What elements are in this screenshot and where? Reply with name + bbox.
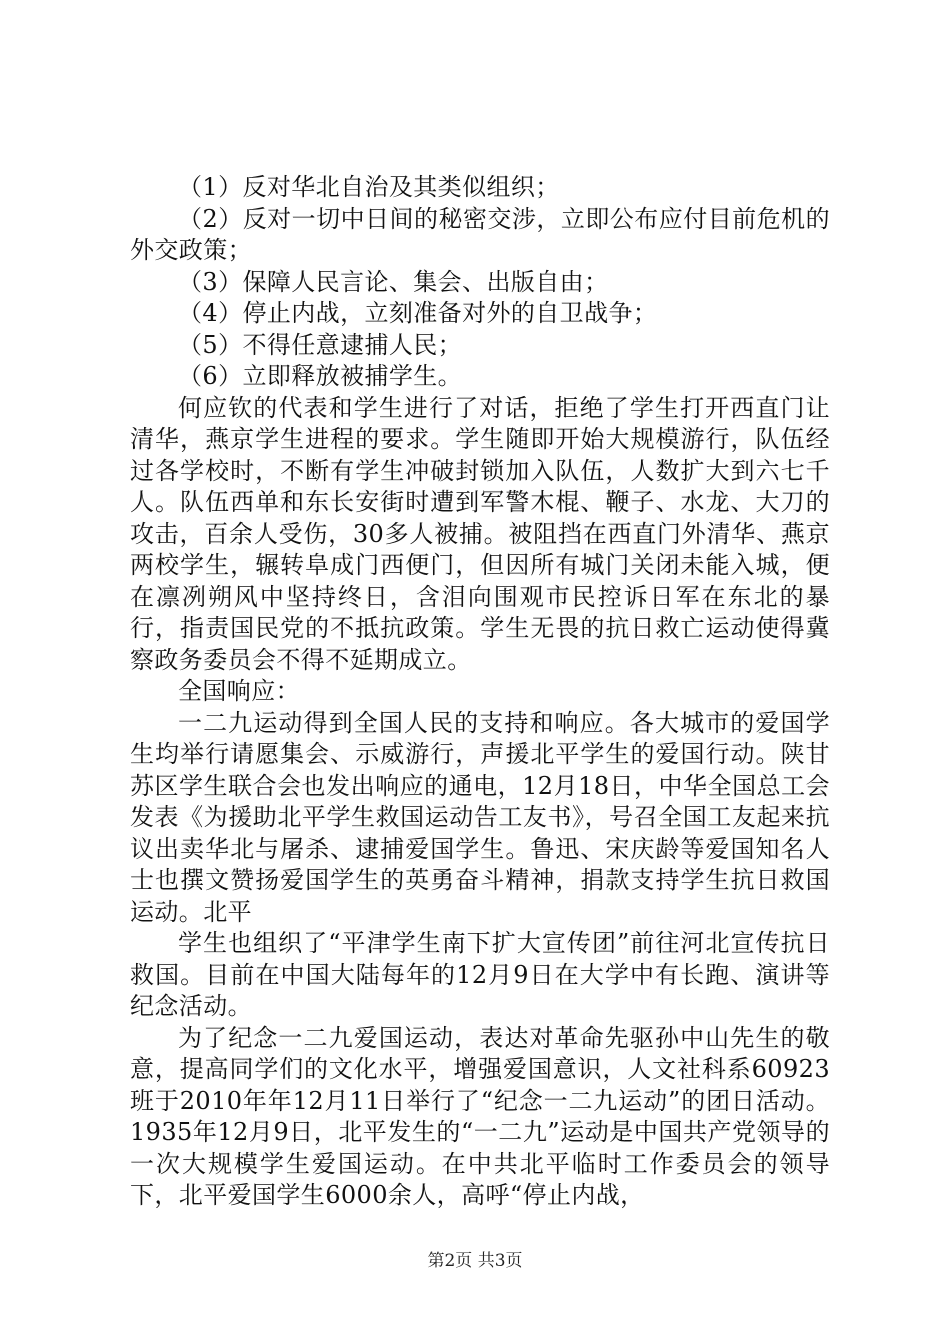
demand-item-6: （6）立即释放被捕学生。 — [178, 362, 463, 390]
demand-item-4: （4）停止内战，立刻准备对外的自卫战争； — [178, 299, 658, 327]
section-heading-national-response: 全国响应： — [178, 677, 300, 705]
page-footer: 第2页 共3页 — [427, 1251, 523, 1271]
demand-item-2: （2）反对一切中日间的秘密交涉，立即公布应付目前危机的外交政策； — [130, 204, 830, 264]
paragraph-dialogue-march: 何应钦的代表和学生进行了对话，拒绝了学生打开西直门让清华，燕京学生进程的要求。学生随即开始大规模游行，队伍经过各学校时，不断有学生冲破封锁加入队伍，人数扩大到六七千人。队伍西单和东长安街时遭到军警木棍、鞭子、水龙、大刀的攻击，百余人受伤，30多人被捕。被阻挡在西直门外清华、燕京两校学生，辗转阜成门西便门，但因所有城门关闭未能入城，便在凛冽朔风中坚持终日，含泪向围观市民控诉日军在东北的暴行，指责国民党的不抵抗政策。学生无畏的抗日救亡运动使得冀察政务委员会不得不延期成立。 — [130, 393, 830, 674]
demand-item-1: （1）反对华北自治及其类似组织； — [178, 173, 560, 201]
paragraph-national-response: 一二九运动得到全国人民的支持和响应。各大城市的爱国学生均举行请愿集会、示威游行，声援北平学生的爱国行动。陕甘苏区学生联合会也发出响应的通电，12月18日，中华全国总工会发表《为援助北平学生救国运动告工友书》，号召全国工友起来抗议出卖华北与屠杀、逮捕爱国学生。鲁迅、宋庆龄等爱国知名人士也撰文赞扬爱国学生的英勇奋斗精神，捐款支持学生抗日救国运动。北平 — [130, 708, 830, 926]
demand-item-3: （3）保障人民言论、集会、出版自由； — [178, 267, 609, 296]
paragraph-commemoration: 为了纪念一二九爱国运动，表达对革命先驱孙中山先生的敬意，提高同学们的文化水平，增强爱国意识，人文社科系60923班于2010年年12月11日举行了“纪念一二九运动”的团日活动。1935年12月9日，北平发生的“一二九”运动是中国共产党领导的一次大规模学生爱国运动。在中共北平临时工作委员会的领导下，北平爱国学生6000余人，高呼“停止内战， — [130, 1023, 830, 1209]
paragraph-propaganda-group: 学生也组织了“平津学生南下扩大宣传团”前往河北宣传抗日救国。目前在中国大陆每年的12月9日在大学中有长跑、演讲等纪念活动。 — [130, 929, 830, 1020]
demand-item-5: （5）不得任意逮捕人民； — [178, 330, 463, 359]
document-body — [130, 172, 830, 1212]
